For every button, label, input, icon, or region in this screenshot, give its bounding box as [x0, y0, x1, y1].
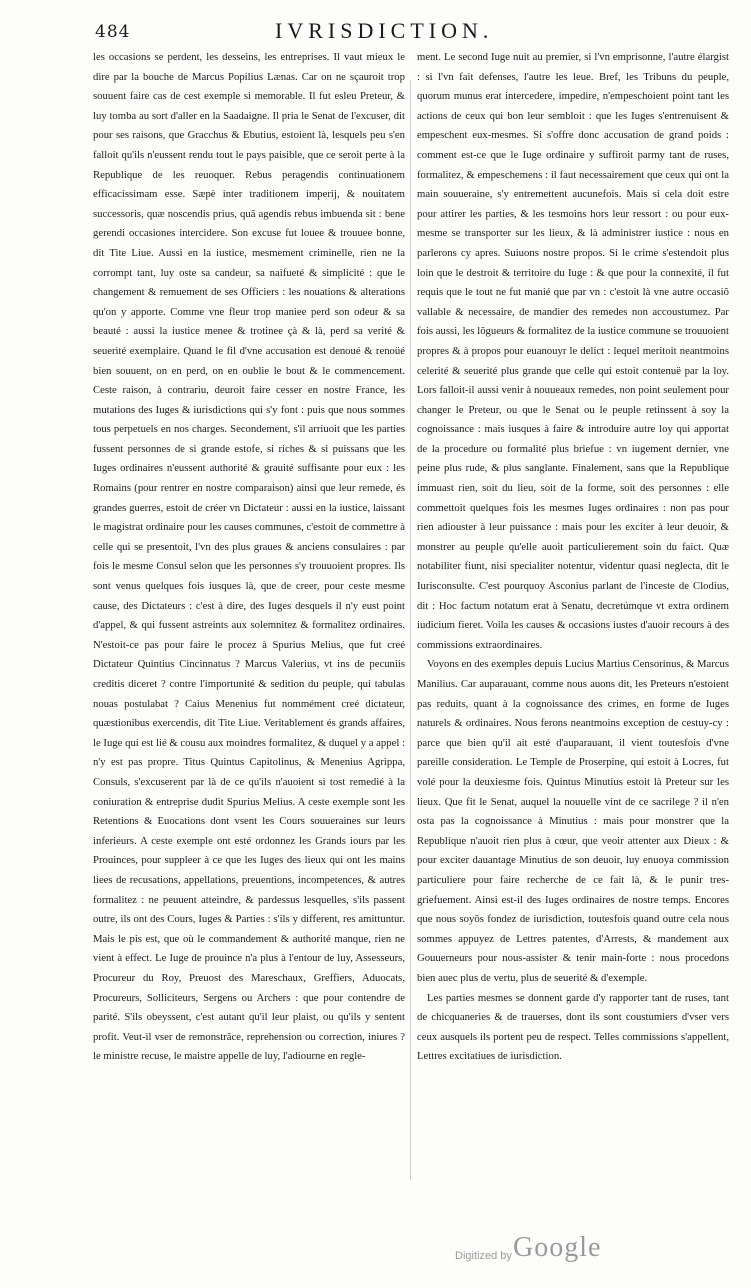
watermark-prefix: Digitized by [455, 1250, 512, 1262]
watermark-logo: Google [513, 1232, 602, 1263]
right-column [417, 48, 729, 1198]
running-head [95, 18, 715, 46]
right-column-paragraph: ment. Le second Iuge nuit au premier, si l'vn emprisonne, l'autre élargist : si l'vn fait defenses, l'autre les leue. Bref, les Tribuns du peuple, quorum munus erat intercedere, impedire, n'empeschoient point tant les actions de ceux qui bon leur sembloit : que les Iuges s'entrenuisent & empeschent eux-mesmes. Si s'offre donc accusation de grand poids : comment est-ce que le Iuge ordinaire y suffiroit parmy tant de ruses, formalitez, & empeschemens : il faut necessairement que ceux qui ont la main souueraine, s'y entremettent aucunefois. Mais si cela doit estre pour attirer les parties, & les tesmoins hors leur ressort : ou pour eux-mesme se transporter sur les lieux, & là administrer iustice : nous en parlerons cy apres. Suiuons nostre propos. Si le crime s'estendoit plus loin que le destroit & territoire du Iuge : & que pour la connexité, il fut requis que le tout ne fut manié que par vn : c'estoit là vne autre occasiõ vallable & necessaire, de mandier des remedes non accoustumez. Par fois aussi, les lõgueurs & formalitez de la iustice commune se trouuoient propres & à propos pour euanouyr le delict : lequel meritoit neantmoins celerité & seuerité plus grande que celle qui estoit contenuë par la loy. Lors falloit-il aussi venir à nouueaux remedes, non point seulement pour changer le Preteur, ou que le Senat ou le peuple retinssent à soy la cognoissance : mais iusques à faire & introduire autre loy qui apportat de la procedure ou formalité plus briefue : vn iugement dernier, vne peine plus rude, & plus sanglante. Finalement, sans que la Republique immuast rien, soit du lieu, soit de la forme, soit des personnes : elle commettoit quelques fois les mesmes Iuges ordinaires : non pas pour rien adiouster à leur puissance : mais pour les exciter à leur deuoir, & monstrer au peuple qu'elle auoit particulierement soin du faict. Quæ notabiliter fiunt, nisi specialiter notentur, videntur quasi neglecta, dit le Iurisconsulte. C'est pourquoy Asconius parlant de l'inceste de Clodius, dit : Hoc factum notatum erat à Senatu, decretúmque vt extra ordinem iudicium fieret. Voila les causes & occasions iustes d'auoir recours à des commissions extraordinaires. [417, 51, 729, 651]
right-column-paragraph: Voyons en des exemples depuis Lucius Martius Censorinus, & Marcus Manilius. Car auparauant, comme nous auons dit, les Preteurs n'estoient pas reduits, quant à la cognoissance des crimes, en forme de Iuges naturels & ordinaires. Nous ferons neantmoins exception de cestuy-cy : parce que bien qu'il ait esté d'auparauant, il vient toutesfois d'vne pareille consideration. Le Temple de Proserpine, qui estoit à Locres, fut volé pour la deuxiesme fois. Quintus Minutius estoit là Preteur sur les lieux. Que fit le Senat, auquel la nouuelle vint de ce sacrilege ? il n'en osta pas la cognoissance à Minutius : mais pour monstrer que la Republique n'auoit rien plus à cœur, que veoir attenter aux Dieux : & pour exciter dauantage Minutius de son deuoir, luy enuoya commission particuliere pour faire recherche de ce fait là, & le punir tres-griefuement. Ainsi est-il des Iuges ordinaires de nostre temps. Encores que nous soyõs fondez de iurisdiction, toutesfois quand outre cela nous sommes appuyez de Lettres patentes, d'Arrests, & mandement aux Gouuerneurs pour nous-assister & tenir main-forte : nous procedons bien auec plus de vertu, plus de seuerité & d'exemple. [417, 658, 729, 984]
digitization-watermark [455, 1232, 665, 1272]
column-divider [410, 80, 411, 1180]
left-column [93, 48, 405, 1198]
right-column-paragraph: Les parties mesmes se donnent garde d'y rapporter tant de ruses, tant de chicquaneries & de trauerses, dont ils sont coustumiers d'vser vers ceux ausquels ils portent peu de respect. Telles commissions s'appellent, Lettres excitatiues de iurisdiction. [417, 991, 729, 1063]
left-column-paragraph: les occasions se perdent, les desseins, les entreprises. Il vaut mieux le dire par la bouche de Marcus Popilius Lænas. Car on ne sçauroit trop souuent faire cas de cest exemple si memorable. Il fut esleu Preteur, & luy tomba au sort d'aller en la Saadaigne. Il pria le Senat de l'excuser, dit pour ses raisons, que Gracchus & Ebutius, estoient là, lesquels peu s'en falloit qu'ils n'eussent rendu tout le pays paisible, que ce seroit perte à la Republique de les reuoquer. Rebus peragendis continuationem efficacissimam esse. Sæpè inter traditionem imperij, & nouitatem successoris, quæ noscendis prius, quã agendis rebus imbuenda sit : bene gerendi occasiones intercidere. Son excuse fut louee & trouuee bonne, dit Tite Liue. Aussi en la iustice, mesmement criminelle, rien ne la corrompt tant, luy oste sa candeur, sa naifueté & simplicité : que le changement & remuement de ses Officiers : les nouations & alterations qu'on y apporte. Comme vne fleur trop maniee perd son odeur & sa beauté : aussi la iustice menee & trotinee çà & là, perd sa verité & seuerité exemplaire. Quand le fil d'vne accusation est denoué & renoüé bien souuent, on en perd, on en oublie le bout & le commencement. Ceste raison, à contrariu, deuroit faire cesser en nostre France, les mutations des Iuges & iurisdictions qui s'y font : puis que nous sommes tous perpetuels en nos charges. Secondement, s'il arriuoit que les parties fussent personnes de si grande estofe, si riches & si puissans que les Iuges ordinaires n'eussent authorité & grauité suffisante pour eux : les Romains (pour rentrer en nostre comparaison) ainsi que leur remede, és grandes guerres, estoit de créer vn Dictateur : aussi en la iustice, laissant le magistrat ordinaire pour les causes communes, c'estoit de commettre à celle qui se presentoit, l'vn des plus graues & anciens consulaires : par fois le mesme Consul selon que les personnes s'y trouuoient propres. Ils sont venus quelques fois iusques là, que de creer, pour ceste mesme cause, des Dictateurs : c'est à dire, des Iuges desquels il n'y eust point d'appel, & qui fussent astreints aux solemnitez & formalitez ordinaires. N'estoit-ce pas pour faire le procez à Spurius Melius, que fut creé Dictateur Quintius Cincinnatus ? Marcus Valerius, vt ins de pecuniis creditis diceret ? contre l'importunité & sedition du peuple, qui tabulas nouas postulabat ? Caius Menenius fut nommément creé dictateur, quæstionibus exercendis, dit Tite Liue. Veritablement és grands affaires, le Iuge qui est lié & cousu aux moindres formalitez, & duquel y a appel : n'y est pas propre. Titus Quintus Capitolinus, & Menenius Agrippa, Consuls, s'excuserent par là de ce qu'ils n'auoient si tost remedié à la coniuration & entreprise dudit Spurius Melius. A ceste exemple sont les Retentions & Euocations dont vsent les Cours souueraines sur leurs inferieurs. A ceste exemple ont esté ordonnez les Grands iours par les Prouinces, pour suppleer à ce que les Iuges des lieux qui ont les mains liees de recusations, appellations, preuentions, incompetences, & autres formalitez : ne peuuent atteindre, & pardessus lesquelles, s'ils passent outre, ils ont des Cours, Iuges & Parties : s'ils y different, res amittuntur. Mais le pis est, que où le commandement & authorité manque, rien ne vient à effect. Le Iuge de prouince n'a plus à l'entour de luy, Assesseurs, Procureur du Roy, Preuost des Mareschaux, Greffiers, Aduocats, Procureurs, Solliciteurs, Sergens ou Archers : que pour contendre de parité. S'ils obeyssent, c'est autant qu'il leur plaist, ou qu'ils y sentent profit. Veut-il vser de remonstrãce, reprehension ou correction, iniures ? le ministre recuse, le maistre appelle de luy, l'adiourne en regle- [93, 51, 405, 1063]
page-number: 484 [95, 22, 131, 42]
page-title: IVRISDICTION. [275, 18, 494, 43]
